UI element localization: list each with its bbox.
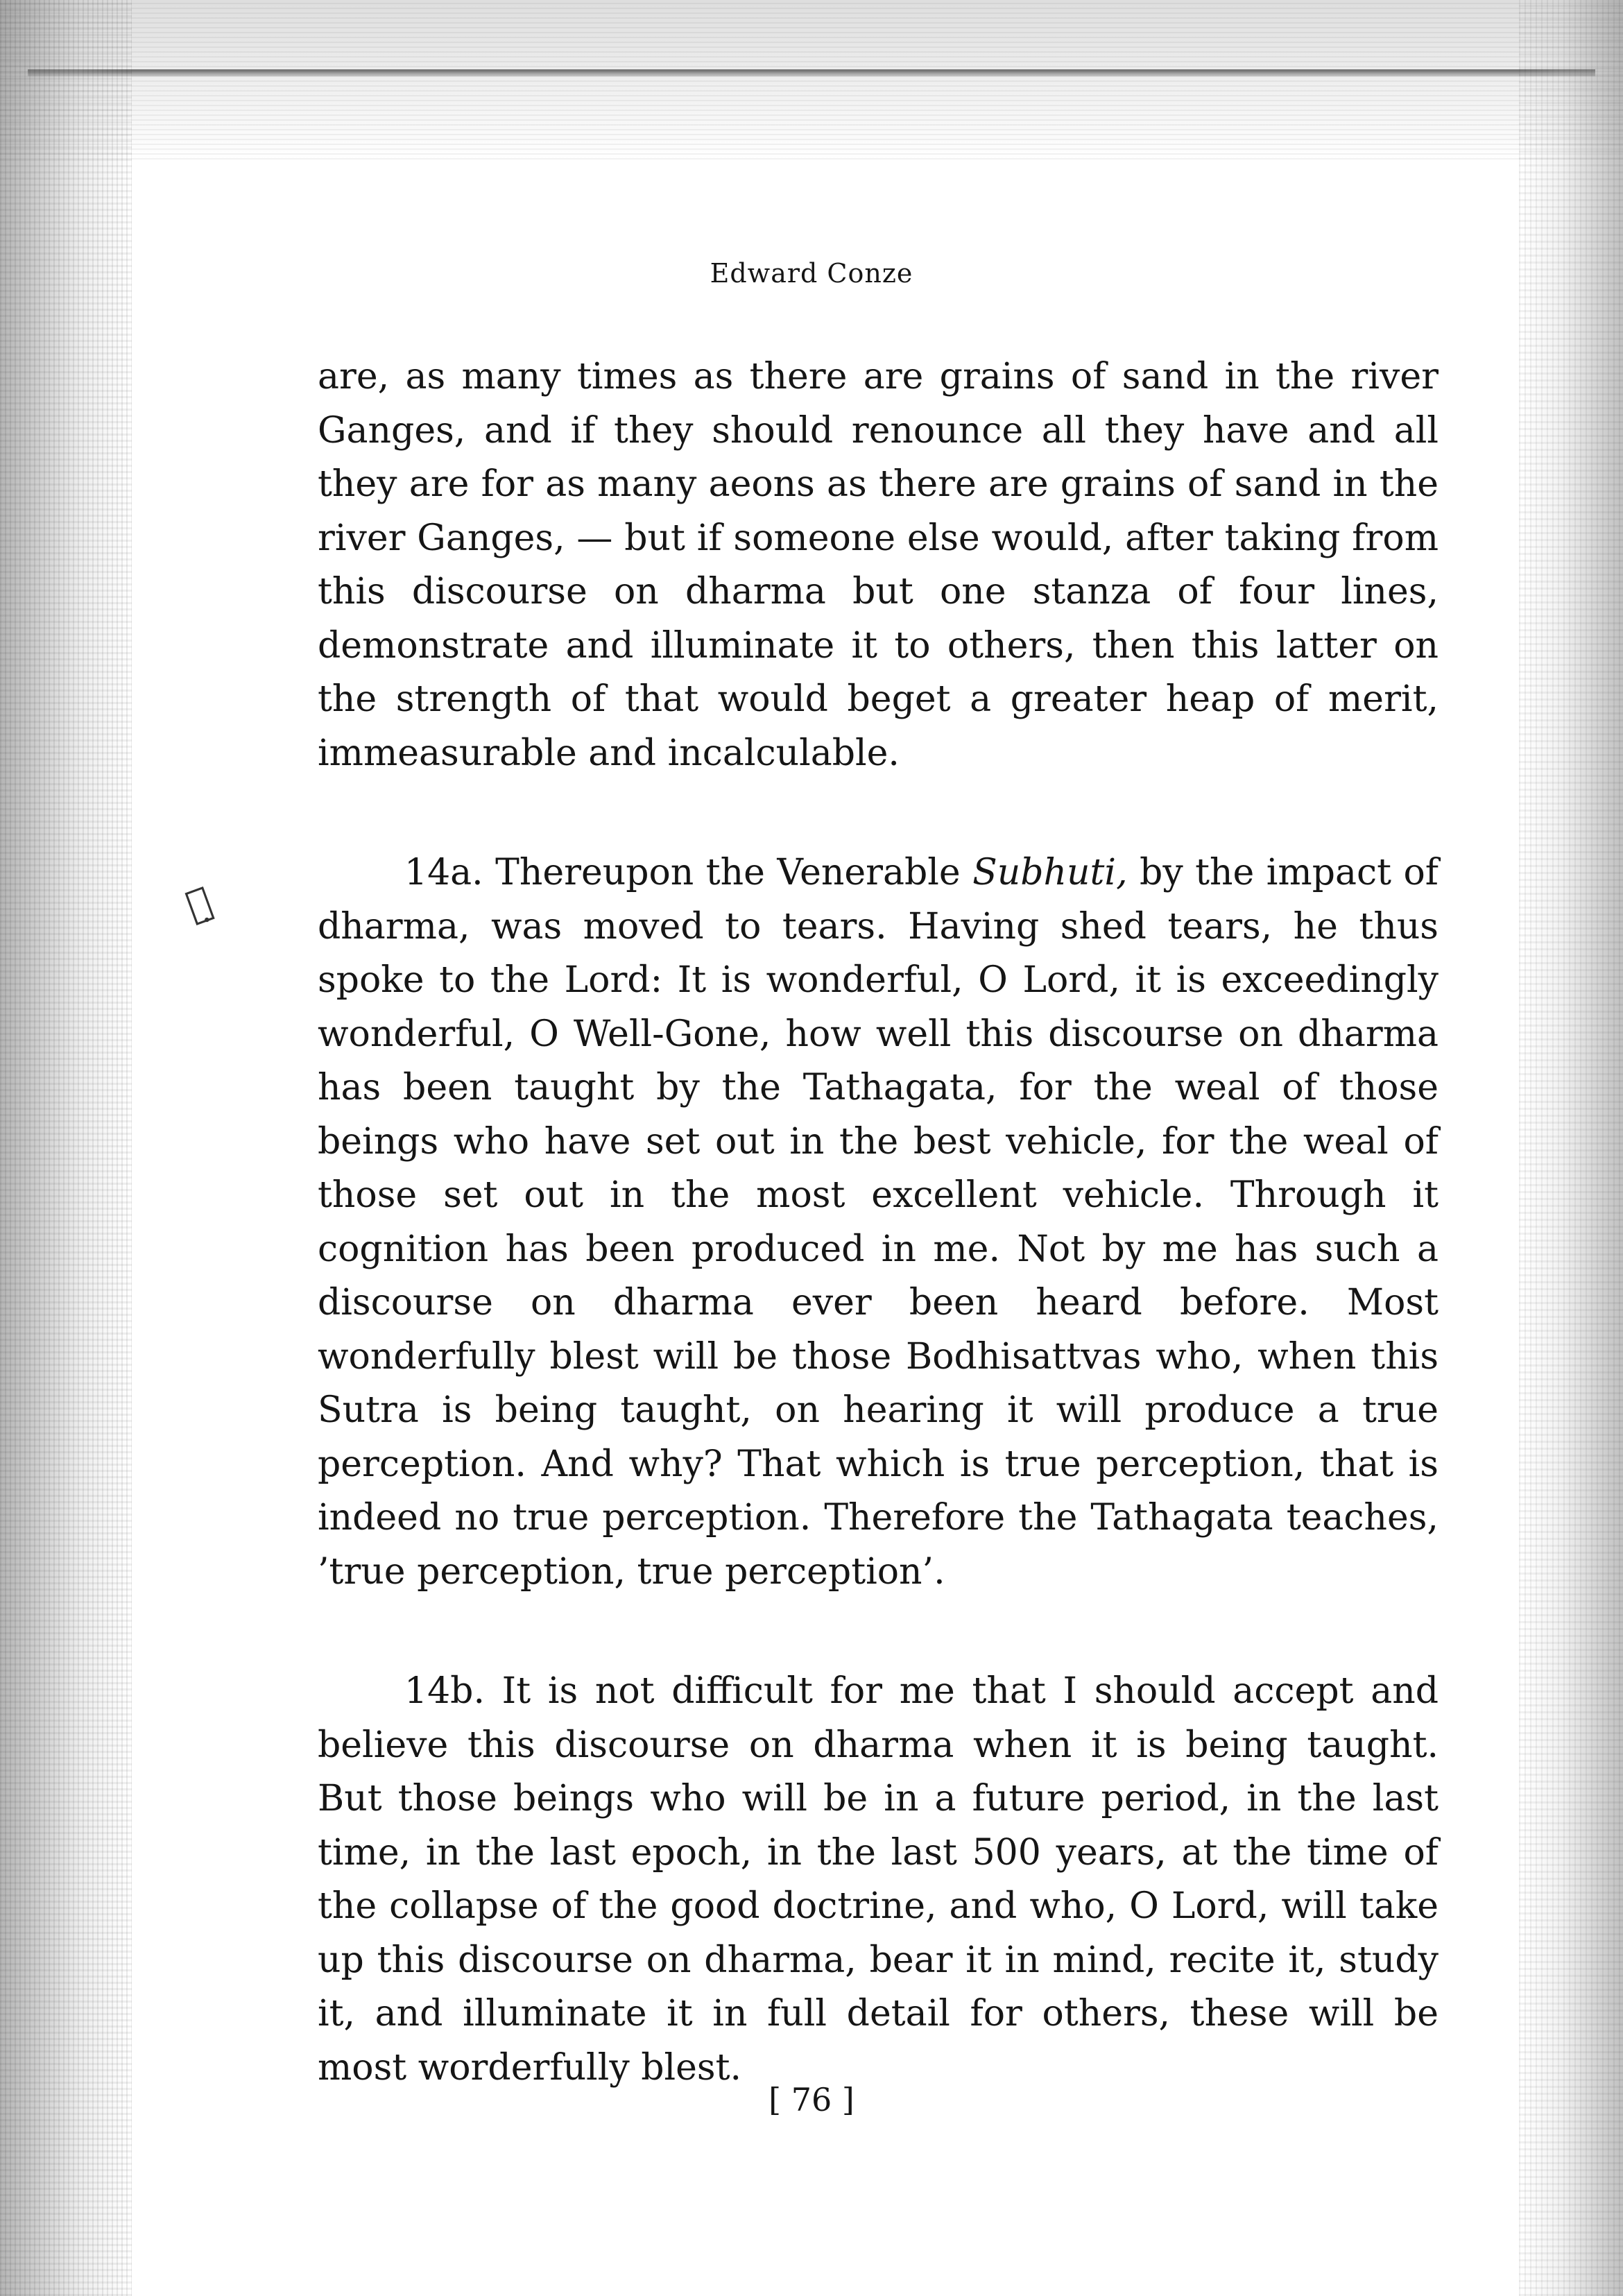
- running-head: Edward Conze: [710, 258, 913, 289]
- paragraph-14a-body: by the impact of dharma, was moved to tears. Having shed tears, he thus spoke to the Lord: It is wonderful, O Lord, it is exceedingly wonderful, O Well-Gone, how well this discourse on dharma has been taught by the Tathagata, for the weal of those beings who have set out in the best vehicle, for the weal of those set out in the most excellent vehicle. Through it cognition has been produced in me. Not by me has such a discourse on dharma ever been heard before. Most wonderfully blest will be those Bodhisattvas who, when this Sutra is being taught, on hearing it will produce a true perception. And why? That which is true perception, that is indeed no true perception. Therefore the Tathagata teaches, ’true perception, true perception’.: [318, 852, 1439, 1593]
- scan-noise-top: [0, 0, 1623, 160]
- scan-noise-right: [1519, 0, 1623, 2296]
- scan-noise-left: [0, 0, 132, 2296]
- paragraph-14b: 14b. It is not difficult for me that I should accept and believe this discourse on dharma when it is being taught. But those beings who will be in a future period, in the last time, in the last epoch, in the last 500 years, at the time of the collapse of the good doctrine, and who, O Lord, will take up this discourse on dharma, bear it in mind, recite it, study it, and illuminate it in full detail for others, these will be most worderfully blest.: [318, 1670, 1439, 2089]
- paragraph-continued: are, as many times as there are grains of sand in the river Ganges, and if they should renounce all they have and all they are for as many aeons as there are grains of sand in the river Ganges, — but if someone else would, after taking from this discourse on dharma but one stanza of four lines, demonstrate and illuminate it to others, then this latter on the strength of that would beget a greater heap of merit, immeasurable and incalculable.: [318, 356, 1439, 774]
- margin-pencil-mark: ⌒̣: [180, 878, 218, 929]
- name-subhuti: Subhuti,: [972, 852, 1128, 893]
- page-number: [ 76 ]: [768, 2081, 855, 2118]
- paragraph-14a-lead: 14a. Thereupon the Venerable: [404, 852, 973, 893]
- paragraph-14a: [318, 846, 1439, 1599]
- page-body: [318, 350, 1439, 2095]
- scan-edge-rule: [28, 69, 1595, 76]
